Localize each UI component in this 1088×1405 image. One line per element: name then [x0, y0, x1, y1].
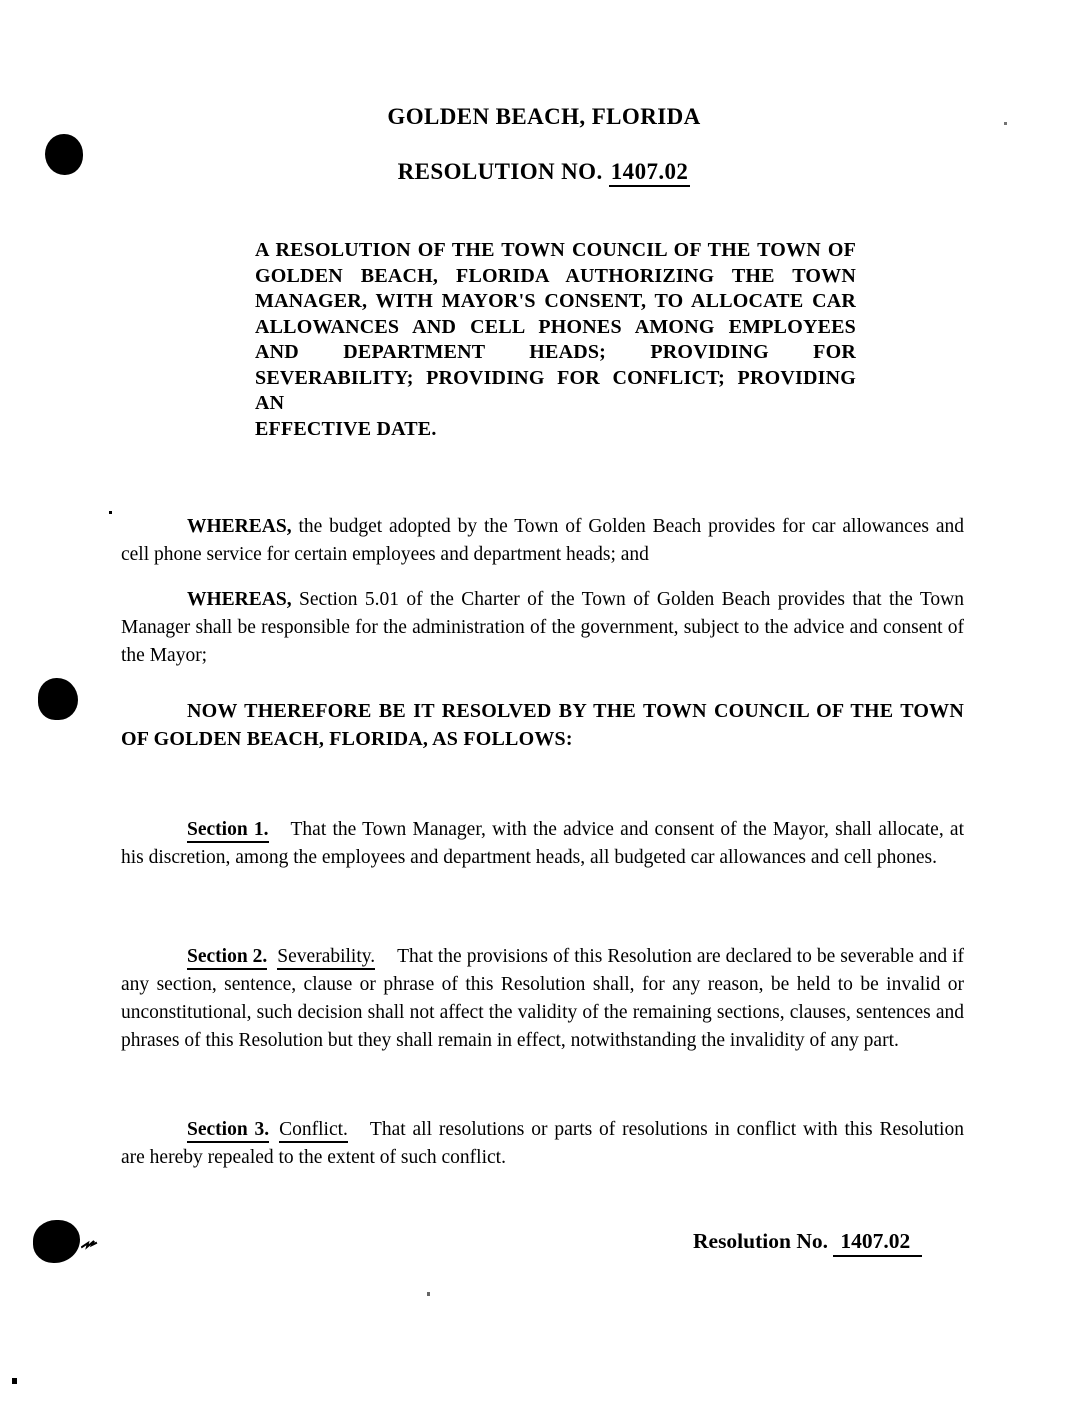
section-2-text: That the provisions of this Resolution are declared to be severable and if any section, sentence, clause or phrase of this Resolution shall, for any reason, be held to be invalid or unconstitutional, such decision shall not affect the validity of the remaining sections, clauses, sentences and phrases of this Resolution but they shall remain in effect, notwithstanding the invalidity of any part. [121, 945, 964, 1051]
section-3-paragraph [121, 1116, 964, 1172]
whereas-lead: WHEREAS, [187, 515, 292, 537]
resolved-line: OF GOLDEN BEACH, FLORIDA, AS FOLLOWS: [121, 728, 573, 750]
resolution-number-heading [0, 159, 1088, 185]
whereas-paragraph-2 [121, 586, 964, 670]
resolved-clause [121, 697, 964, 753]
caption-line: SEVERABILITY; PROVIDING FOR CONFLICT; PROVIDING AN [255, 366, 856, 414]
caption-line: GOLDEN BEACH, FLORIDA AUTHORIZING THE TOWN [255, 264, 856, 287]
scan-speck [12, 1378, 17, 1384]
section-2-heading: Severability. [277, 946, 375, 970]
section-3-number: Section 3. [187, 1119, 269, 1143]
resolution-number: 1407.02 [609, 159, 691, 187]
resolved-line: NOW THEREFORE BE IT RESOLVED BY THE TOWN COUNCIL OF THE TOWN [187, 700, 964, 722]
document-title: GOLDEN BEACH, FLORIDA [387, 104, 701, 129]
caption-line: MANAGER, WITH MAYOR'S CONSENT, TO ALLOCATE CAR [255, 290, 856, 312]
resolution-label: RESOLUTION NO. [397, 159, 603, 184]
section-1-text: That the Town Manager, with the advice and consent of the Mayor, shall allocate, at his discretion, among the employees and department heads, all budgeted car allowances and cell phones. [121, 818, 964, 868]
footer-label: Resolution No. [693, 1229, 828, 1253]
whereas-text: Section 5.01 of the Charter of the Town of Golden Beach provides that the Town Manager shall be responsible for the administration of the government, subject to the advice and consent of the Mayor; [121, 588, 964, 666]
whereas-paragraph-1 [121, 513, 964, 569]
pen-squiggle-mark [81, 1236, 103, 1256]
hole-punch-mark-bottom [33, 1220, 80, 1263]
section-3-text: That all resolutions or parts of resolutions in conflict with this Resolution are hereby repealed to the extent of such conflict. [121, 1118, 964, 1168]
whereas-lead: WHEREAS, [187, 588, 292, 610]
scan-speck [427, 1292, 430, 1296]
section-1-number: Section 1. [187, 819, 269, 843]
resolution-caption-block [255, 238, 856, 442]
footer-resolution-number [693, 1229, 922, 1254]
section-2-paragraph [121, 943, 964, 1055]
section-3-heading: Conflict. [279, 1119, 348, 1143]
caption-line: EFFECTIVE DATE. [255, 417, 437, 440]
section-1-paragraph [121, 816, 964, 872]
caption-line: A RESOLUTION OF THE TOWN COUNCIL OF THE TOWN OF [255, 239, 856, 261]
caption-line: AND DEPARTMENT HEADS; PROVIDING FOR [255, 341, 856, 363]
whereas-text: the budget adopted by the Town of Golden Beach provides for car allowances and cell phone service for certain employees and department heads; and [121, 515, 965, 565]
caption-line: ALLOWANCES AND CELL PHONES AMONG EMPLOYEES [255, 315, 856, 338]
scan-speck [109, 511, 112, 514]
section-2-number: Section 2. [187, 946, 267, 970]
footer-number: 1407.02 [833, 1229, 922, 1257]
hole-punch-mark-middle [38, 678, 78, 720]
